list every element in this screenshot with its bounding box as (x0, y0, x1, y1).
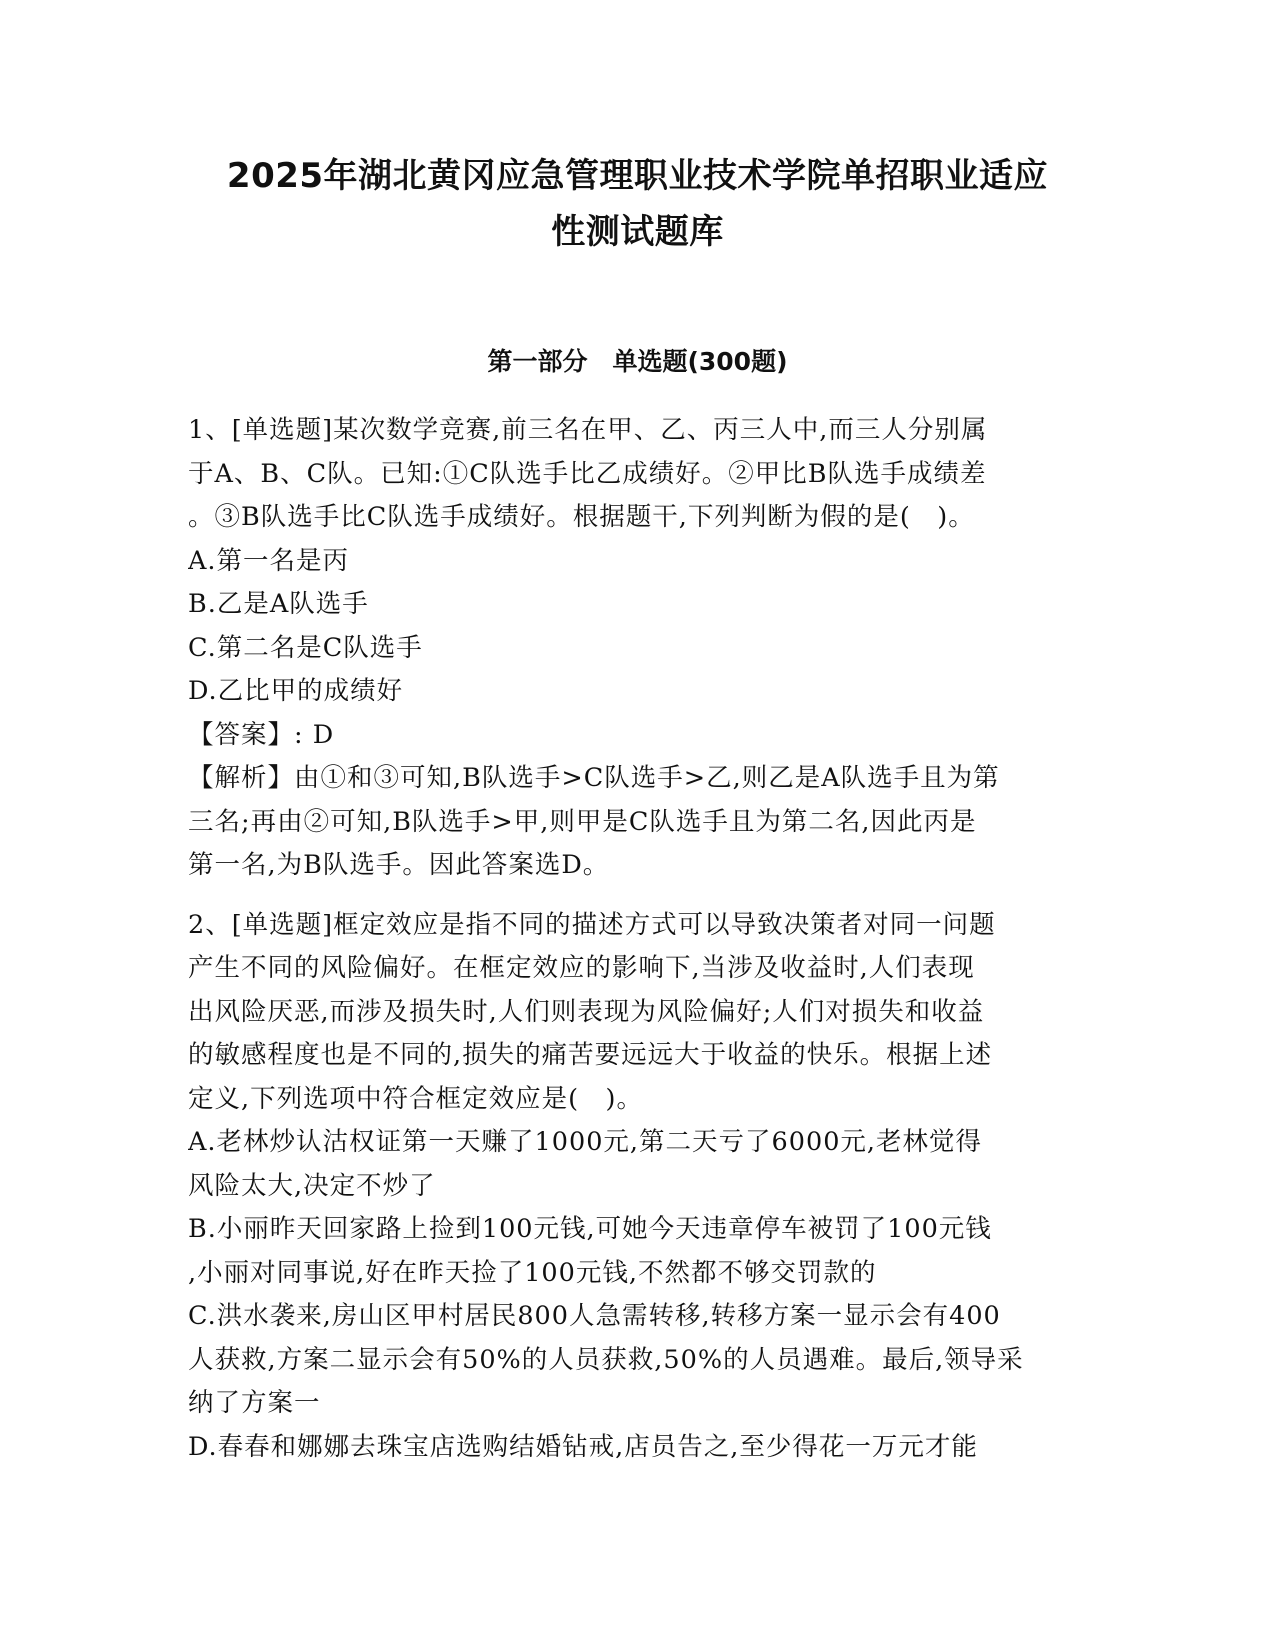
question-1-option-b: B.乙是A队选手 (188, 589, 369, 619)
question-2-option-a-cont: 风险太大,决定不炒了 (188, 1170, 436, 1201)
question-2-option-c: C.洪水袭来,房山区甲村居民800人急需转移,转移方案一显示会有400 (188, 1301, 1001, 1331)
question-2-stem-line: 产生不同的风险偏好。在框定效应的影响下,当涉及收益时,人们表现 (188, 953, 975, 983)
question-1-stem-line: 于A、B、C队。已知:①C队选手比乙成绩好。②甲比B队选手成绩差 (188, 458, 987, 489)
question-2-option-a: A.老林炒认沽权证第一天赚了1000元,第二天亏了6000元,老林觉得 (188, 1127, 983, 1157)
document-title (150, 148, 1125, 260)
question-1 (188, 409, 1088, 888)
question-2-stem-line: 出风险厌恶,而涉及损失时,人们则表现为风险偏好;人们对损失和收益 (188, 996, 985, 1027)
question-2-option-c-cont: 纳了方案一 (188, 1388, 321, 1418)
question-2-option-b-cont: ,小丽对同事说,好在昨天捡了100元钱,不然都不够交罚款的 (188, 1257, 877, 1288)
question-2-stem-line: 的敏感程度也是不同的,损失的痛苦要远远大于收益的快乐。根据上述 (188, 1040, 993, 1070)
question-1-explanation-line: 【解析】由①和③可知,B队选手>C队选手>乙,则乙是A队选手且为第 (188, 763, 1000, 793)
question-1-answer: 【答案】: D (188, 719, 335, 750)
question-1-option-a: A.第一名是丙 (188, 545, 350, 576)
question-2-stem-line: 定义,下列选项中符合框定效应是( )。 (188, 1083, 644, 1114)
question-1-option-d: D.乙比甲的成绩好 (188, 676, 404, 706)
question-1-explanation-line: 三名;再由②可知,B队选手>甲,则甲是C队选手且为第二名,因此丙是 (188, 806, 977, 837)
question-1-stem-line: 1、[单选题]某次数学竞赛,前三名在甲、乙、丙三人中,而三人分别属 (188, 415, 988, 445)
document-title-line-2: 性测试题库 (551, 212, 724, 252)
question-2 (188, 904, 1088, 1470)
section-heading: 第一部分 单选题(300题) (487, 347, 788, 376)
question-1-option-c: C.第二名是C队选手 (188, 632, 423, 663)
question-1-stem-line: 。③B队选手比C队选手成绩好。根据题干,下列判断为假的是( )。 (188, 502, 975, 532)
question-1-explanation-line: 第一名,为B队选手。因此答案选D。 (188, 850, 610, 880)
question-2-stem-line: 2、[单选题]框定效应是指不同的描述方式可以导致决策者对同一问题 (188, 909, 996, 940)
question-2-option-c-cont: 人获救,方案二显示会有50%的人员获救,50%的人员遇难。最后,领导采 (188, 1344, 1024, 1375)
document-title-line-1: 2025年湖北黄冈应急管理职业技术学院单招职业适应 (226, 156, 1049, 196)
question-2-option-d: D.春春和娜娜去珠宝店选购结婚钻戒,店员告之,至少得花一万元才能 (188, 1431, 978, 1462)
question-list (188, 409, 1088, 1485)
question-2-option-b: B.小丽昨天回家路上捡到100元钱,可她今天违章停车被罚了100元钱 (188, 1214, 992, 1244)
